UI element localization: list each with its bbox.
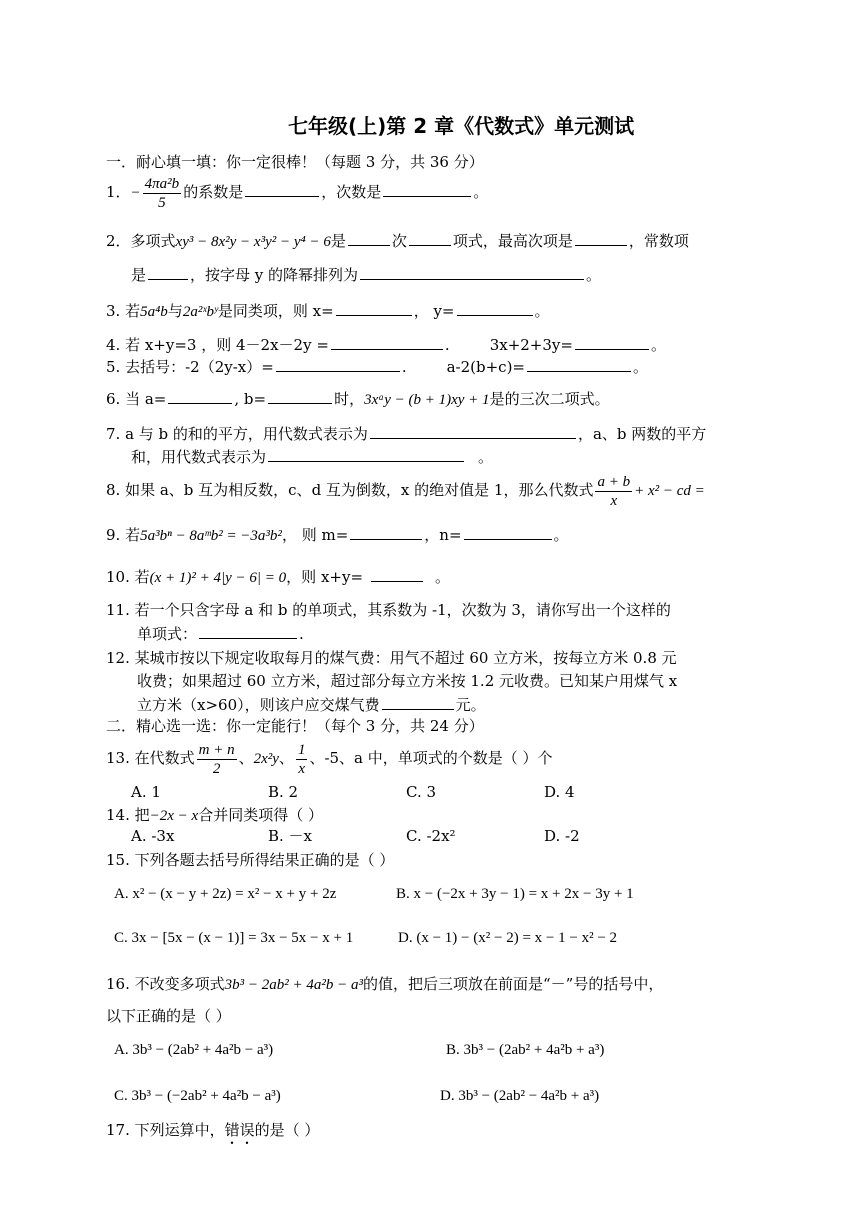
question-6: 6. 当 a= , b= 时，3xᵃy − (b + 1)xy + 1是的三次二项式。 <box>106 390 610 408</box>
question-4: 4. 若 x+y=3 ，则 4－2x－2y = . 3x+2+3y= 。 <box>106 336 666 354</box>
question-8: 8. 如果 a、b 互为相反数，c、d 互为倒数，x 的绝对值是 1，那么代数式 $\frac{a + b}{x}$ + x² − cd = <box>106 473 705 509</box>
question-12-line-3: 立方米（x>60），则该户应交煤气费 元。 <box>137 696 486 714</box>
page-title: 七年级(上)第 2 章《代数式》单元测试 <box>288 114 635 138</box>
question-17: 17. 下列运算中，错误的是（ ） <box>106 1121 320 1139</box>
option-b[interactable]: B. x − (−2x + 3y − 1) = x + 2x − 3y + 1 <box>396 886 634 902</box>
question-12-line-1: 12. 某城市按以下规定收取每月的煤气费：用气不超过 60 立方米，按每立方米 0.8 元 <box>106 649 677 667</box>
option-c[interactable]: C. 3 <box>406 783 437 801</box>
emphasized-word: 错误 <box>224 1121 255 1139</box>
answer-blank[interactable] <box>527 356 631 372</box>
question-11-line-2: 单项式： . <box>137 625 304 643</box>
fraction: $\frac{\text{4πa²b}}{5}$ <box>144 175 180 211</box>
option-a[interactable]: A. 3b³ − (2ab² + 4a²b − a³) <box>114 1042 274 1058</box>
option-b[interactable]: B. －x <box>268 827 313 845</box>
option-d[interactable]: D. 3b³ − (2ab² − 4a²b + a³) <box>440 1088 600 1104</box>
answer-blank[interactable] <box>276 356 400 372</box>
question-15: 15. 下列各题去括号所得结果正确的是（ ） <box>106 851 395 869</box>
option-c[interactable]: C. 3x − [5x − (x − 1)] = 3x − 5x − x + 1 <box>114 930 354 946</box>
answer-blank[interactable] <box>575 334 649 350</box>
option-c[interactable]: C. -2x² <box>406 827 456 845</box>
question-16-line-2: 以下正确的是（ ） <box>106 1007 231 1025</box>
answer-blank[interactable] <box>457 300 533 316</box>
answer-blank[interactable] <box>199 623 297 639</box>
section-2-heading: 二．精心选一选：你一定能行！（每个 3 分，共 24 分） <box>106 717 484 735</box>
answer-blank[interactable] <box>370 423 576 439</box>
question-5: 5. 去括号：-2（2y-x）= . a-2(b+c)= 。 <box>106 358 649 376</box>
option-d[interactable]: D. -2 <box>544 827 580 845</box>
fraction: $\frac{1}{x}$ <box>297 741 306 777</box>
section-1-heading: 一．耐心填一填：你一定很棒！（每题 3 分，共 36 分） <box>106 153 484 171</box>
answer-blank[interactable] <box>148 264 188 280</box>
answer-blank[interactable] <box>268 388 332 404</box>
answer-blank[interactable] <box>336 300 412 316</box>
answer-blank[interactable] <box>371 566 423 582</box>
question-7-line-1: 7. a 与 b 的和的平方，用代数式表示为 ，a、b 两数的平方 <box>106 425 707 443</box>
question-14: 14. 把−2x − x合并同类项得（ ） <box>106 806 323 824</box>
question-10: 10. 若(x + 1)² + 4|y − 6| = 0，则 x+y= 。 <box>106 568 451 586</box>
question-11-line-1: 11. 若一个只含字母 a 和 b 的单项式，其系数为 -1，次数为 3，请你写出一个这样的 <box>106 601 671 619</box>
option-c[interactable]: C. 3b³ − (−2ab² + 4a²b − a³) <box>114 1088 281 1104</box>
option-a[interactable]: A. 1 <box>131 783 161 801</box>
question-2-line-2: 是 ，按字母 y 的降幂排列为 。 <box>131 266 602 284</box>
question-13: 13. 在代数式 $\frac{m + n}{2}$ 、2x²y、 $\frac{1}{x}$ 、-5、a 中，单项式的个数是（ ）个 <box>106 741 553 777</box>
fraction: $\frac{m + n}{2}$ <box>198 741 235 777</box>
answer-blank[interactable] <box>348 230 390 246</box>
question-9: 9. 若5a³bⁿ − 8aᵐb² = −3a³b²， 则 m= ，n= 。 <box>106 526 569 544</box>
answer-blank[interactable] <box>575 230 627 246</box>
option-b[interactable]: B. 3b³ − (2ab² + 4a²b + a³) <box>446 1042 605 1058</box>
answer-blank[interactable] <box>350 524 422 540</box>
answer-blank[interactable] <box>383 181 471 197</box>
question-7-line-2: 和，用代数式表示为 。 <box>131 448 494 466</box>
answer-blank[interactable] <box>464 524 552 540</box>
question-1: 1．− $\frac{\text{4πa²b}}{5}$ 的系数是 ，次数是 。 <box>106 175 489 211</box>
option-a[interactable]: A. -3x <box>131 827 175 845</box>
answer-blank[interactable] <box>382 694 454 710</box>
answer-blank[interactable] <box>360 264 584 280</box>
option-d[interactable]: D. (x − 1) − (x² − 2) = x − 1 − x² − 2 <box>398 930 618 946</box>
fraction: $\frac{a + b}{x}$ <box>597 473 631 509</box>
question-12-line-2: 收费；如果超过 60 立方米，超过部分每立方米按 1.2 元收费。已知某户用煤气 x <box>137 672 678 690</box>
option-d[interactable]: D. 4 <box>544 783 575 801</box>
question-3: 3. 若5a⁴b与2a²ˣbʸ是同类项，则 x= ， y= 。 <box>106 302 550 320</box>
answer-blank[interactable] <box>331 334 443 350</box>
option-a[interactable]: A. x² − (x − y + 2z) = x² − x + y + 2z <box>114 886 337 902</box>
option-b[interactable]: B. 2 <box>268 783 299 801</box>
answer-blank[interactable] <box>245 181 319 197</box>
question-2-line-1: 2．多项式xy³ − 8x²y − x³y² − y⁴ − 6是 次 项式，最高次项是 ，常数项 <box>106 232 689 250</box>
answer-blank[interactable] <box>409 230 451 246</box>
answer-blank[interactable] <box>268 446 464 462</box>
question-16-line-1: 16. 不改变多项式3b³ − 2ab² + 4a²b − a³的值，把后三项放在前面是“－”号的括号中， <box>106 975 664 993</box>
answer-blank[interactable] <box>168 388 232 404</box>
